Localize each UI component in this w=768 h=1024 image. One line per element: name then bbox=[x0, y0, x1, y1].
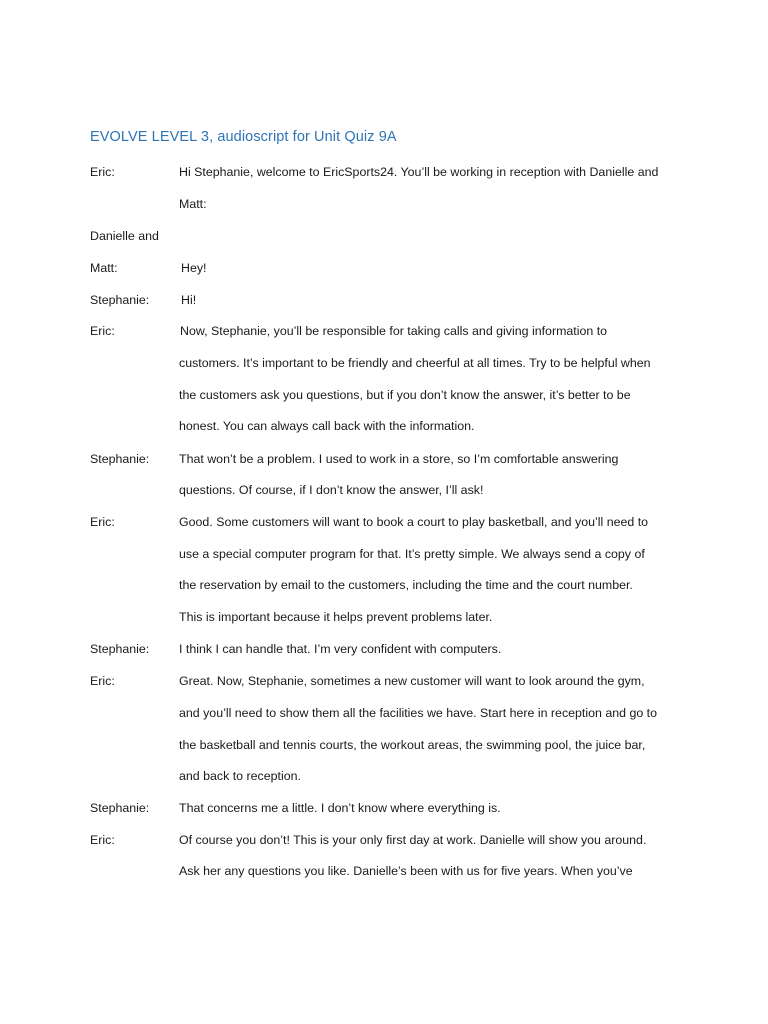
speaker-label: Eric: bbox=[90, 515, 115, 529]
dialogue-line: Ask her any questions you like. Danielle’s been with us for five years. When you’ve bbox=[179, 864, 633, 878]
speaker-label: Stephanie: bbox=[90, 642, 150, 656]
dialogue-line: Hey! bbox=[181, 261, 207, 275]
dialogue-line: That concerns me a little. I don’t know where everything is. bbox=[179, 801, 501, 815]
speaker-label: Stephanie: bbox=[90, 293, 150, 307]
speaker-label: Danielle and bbox=[90, 229, 159, 243]
dialogue-line: questions. Of course, if I don’t know the answer, I’ll ask! bbox=[179, 483, 484, 497]
dialogue-line: the basketball and tennis courts, the workout areas, the swimming pool, the juice bar, bbox=[179, 738, 646, 752]
dialogue-line: Hi! bbox=[181, 293, 197, 307]
dialogue-line: Hi Stephanie, welcome to EricSports24. You’ll be working in reception with Danielle and bbox=[179, 165, 659, 179]
dialogue-line: the reservation by email to the customers, including the time and the court number. bbox=[179, 578, 633, 592]
speaker-label: Eric: bbox=[90, 324, 115, 338]
dialogue-line: Now, Stephanie, you’ll be responsible for taking calls and giving information to bbox=[180, 324, 608, 338]
speaker-label: Stephanie: bbox=[90, 452, 150, 466]
document-title: EVOLVE LEVEL 3, audioscript for Unit Quiz 9A bbox=[90, 129, 397, 145]
speaker-label: Eric: bbox=[90, 165, 115, 179]
dialogue-line: and back to reception. bbox=[179, 769, 301, 783]
speaker-label: Stephanie: bbox=[90, 801, 150, 815]
speaker-label: Matt: bbox=[90, 261, 118, 275]
dialogue-line: honest. You can always call back with the information. bbox=[179, 419, 475, 433]
dialogue-line: the customers ask you questions, but if you don’t know the answer, it’s better to be bbox=[179, 388, 631, 402]
dialogue-line: and you’ll need to show them all the facilities we have. Start here in reception and go to bbox=[179, 706, 658, 720]
dialogue-line: Matt: bbox=[179, 197, 207, 211]
dialogue-line: customers. It’s important to be friendly and cheerful at all times. Try to be helpful when bbox=[179, 356, 651, 370]
dialogue-line: This is important because it helps prevent problems later. bbox=[179, 610, 493, 624]
dialogue-line: That won’t be a problem. I used to work in a store, so I’m comfortable answering bbox=[179, 452, 619, 466]
speaker-label: Eric: bbox=[90, 833, 115, 847]
speaker-label: Eric: bbox=[90, 674, 115, 688]
dialogue-line: Good. Some customers will want to book a court to play basketball, and you’ll need to bbox=[179, 515, 649, 529]
dialogue-line: use a special computer program for that. It’s pretty simple. We always send a copy of bbox=[179, 547, 645, 561]
dialogue-line: Great. Now, Stephanie, sometimes a new customer will want to look around the gym, bbox=[179, 674, 645, 688]
dialogue-line: Of course you don’t! This is your only first day at work. Danielle will show you around. bbox=[179, 833, 647, 847]
dialogue-line: I think I can handle that. I’m very confident with computers. bbox=[179, 642, 502, 656]
